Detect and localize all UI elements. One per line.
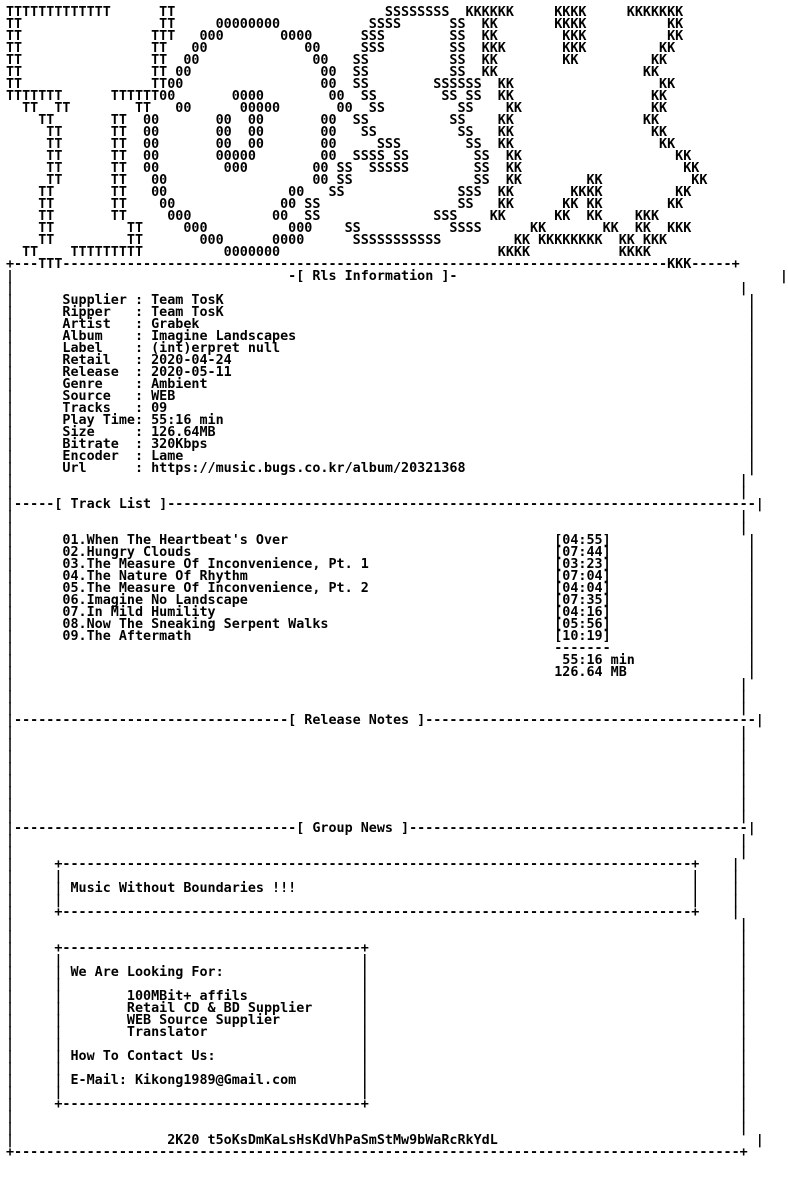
nfo-line: TTTTTTT TTTTTT00 0000 00 SS SS SS KK KK — [6, 89, 668, 104]
nfo-line: | 01.When The Heartbeat's Over [04:55] | — [6, 533, 756, 548]
nfo-line: TT TT 00 00 SS SS KK KK KK — [6, 53, 668, 68]
nfo-line: TT TT 00 00 00 00 SSS SS KK KK — [6, 137, 676, 152]
nfo-line: +---TTT---------------------------------------------------------------------------KKK-----+ — [6, 257, 740, 272]
nfo-line: TT TT00 00 SS SSSSSS KK KK — [6, 77, 676, 92]
nfo-line: | 2K20 t5oKsDmKaLsHsKdVhPaSmStMw9bWaRcRkYdL | — [6, 1133, 764, 1148]
nfo-line: | +------------------------------------------------------------------------------+ | — [6, 905, 740, 920]
nfo-line: | | We Are Looking For: | | — [6, 965, 748, 980]
nfo-line: TT TT 000 000 SS SSSS KK KK KK KKK — [6, 221, 692, 236]
nfo-line: TT TT 00000000 SSSS SS KK KKKK KK — [6, 17, 684, 32]
nfo-line: TT TT 00 00 SS SS KK KK — [6, 65, 660, 80]
nfo-line: | | — [6, 761, 748, 776]
nfo-line: |-----[ Track List ]-------------------------------------------------------------------------| — [6, 497, 764, 512]
nfo-line: | 03.The Measure Of Inconvenience, Pt. 1 [03:23] | — [6, 557, 756, 572]
nfo-line: | Album : Imagine Landscapes | — [6, 329, 756, 344]
nfo-line: | 08.Now The Sneaking Serpent Walks [05:56] | — [6, 617, 756, 632]
nfo-line: | | | | — [6, 1085, 748, 1100]
nfo-line: | | Retail CD & BD Supplier | | — [6, 1001, 748, 1016]
nfo-line: TT TT 00 00 00 00 SS SS KK KK — [6, 125, 668, 140]
nfo-line: TT TT 00 00 SS SSS KK KKKK KK — [6, 185, 692, 200]
nfo-line: | | | | — [6, 977, 748, 992]
nfo-line: | Supplier : Team TosK | — [6, 293, 756, 308]
nfo-line: | +-------------------------------------+ | — [6, 941, 748, 956]
nfo-line: | 06.Imagine No Landscape [07:35] | — [6, 593, 756, 608]
nfo-line: | Encoder : Lame | — [6, 449, 756, 464]
nfo-line: | | | | — [6, 1061, 748, 1076]
nfo-line: TT TT 00 000 00 SS SSSSS SS KK KK — [6, 161, 700, 176]
nfo-line: | | — [6, 677, 748, 692]
nfo-line: TT TT TT 00 00000 00 SS SS KK KK — [6, 101, 668, 116]
nfo-line: | | Music Without Boundaries !!! | | — [6, 881, 740, 896]
nfo-line: TT TT 00 00 SSS SS KKK KKK KK — [6, 41, 676, 56]
nfo-line: | | — [6, 689, 748, 704]
nfo-line: TT TTTTTTTTT 0000000 KKKK KKKK — [6, 245, 651, 260]
nfo-line: | +------------------------------------------------------------------------------+ | — [6, 857, 740, 872]
nfo-line: | | — [6, 509, 748, 524]
nfo-line: | | — [6, 281, 748, 296]
nfo-line: | | — [6, 833, 748, 848]
nfo-line: | Source : WEB | — [6, 389, 756, 404]
nfo-line: TTTTTTTTTTTTT TT SSSSSSSS KKKKKK KKKK KKKKKKK — [6, 5, 684, 20]
nfo-line: | | | | — [6, 869, 740, 884]
nfo-line: | Bitrate : 320Kbps | — [6, 437, 756, 452]
nfo-line: | | — [6, 725, 748, 740]
nfo-line: | 126.64 MB | — [6, 665, 756, 680]
nfo-line: | Url : https://music.bugs.co.kr/album/20321368 | — [6, 461, 756, 476]
nfo-line: | ------- | — [6, 641, 756, 656]
nfo-line: | | — [6, 737, 748, 752]
nfo-line: | | | | — [6, 1037, 748, 1052]
nfo-line: | | | | — [6, 953, 748, 968]
nfo-line: | Ripper : Team TosK | — [6, 305, 756, 320]
nfo-line: | 07.In Mild Humility [04:16] | — [6, 605, 756, 620]
nfo-line: | | — [6, 1121, 748, 1136]
nfo-line: | -[ Rls Information ]- | — [6, 269, 788, 284]
nfo-line: | | — [6, 473, 748, 488]
nfo-line: | 05.The Measure Of Inconvenience, Pt. 2 [04:04] | — [6, 581, 756, 596]
nfo-line: | | — [6, 845, 748, 860]
nfo-line: | | — [6, 797, 748, 812]
nfo-line: TT TT 000 00 SS SSS KK KK KK KKK — [6, 209, 660, 224]
nfo-line: |-----------------------------------[ Group News ]------------------------------------------| — [6, 821, 756, 836]
nfo-line: TT TT 000 0000 SSSSSSSSSSS KK KKKKKKKK KK KKK — [6, 233, 668, 248]
nfo-line: | | — [6, 929, 748, 944]
nfo-line: | 55:16 min | — [6, 653, 756, 668]
nfo-line: | | — [6, 749, 748, 764]
nfo-line: +------------------------------------------------------------------------------------------+ — [6, 1145, 748, 1160]
nfo-line: | | 100MBit+ affils | | — [6, 989, 748, 1004]
nfo-line: | 02.Hungry Clouds [07:44] | — [6, 545, 756, 560]
nfo-line: | | — [6, 785, 748, 800]
nfo-line: | Size : 126.64MB | — [6, 425, 756, 440]
nfo-line: | 04.The Nature Of Rhythm [07:04] | — [6, 569, 756, 584]
nfo-line: | Label : (int)erpret null | — [6, 341, 756, 356]
nfo-line: | | Translator | | — [6, 1025, 748, 1040]
nfo-line: TT TT 00 00000 00 SSSS SS SS KK KK — [6, 149, 692, 164]
nfo-line: | | — [6, 809, 748, 824]
nfo-line: | | — [6, 1109, 748, 1124]
nfo-line: | Release : 2020-05-11 | — [6, 365, 756, 380]
nfo-line: | Artist : Grabek | — [6, 317, 756, 332]
nfo-line: | | — [6, 917, 748, 932]
nfo-line: | Genre : Ambient | — [6, 377, 756, 392]
nfo-line: |----------------------------------[ Release Notes ]-----------------------------------------| — [6, 713, 764, 728]
nfo-line: | +-------------------------------------+ | — [6, 1097, 748, 1112]
nfo-line: | | E-Mail: Kikong1989@Gmail.com | | — [6, 1073, 748, 1088]
nfo-line: | | WEB Source Supplier | | — [6, 1013, 748, 1028]
nfo-line: | Retail : 2020-04-24 | — [6, 353, 756, 368]
nfo-line: | | How To Contact Us: | | — [6, 1049, 748, 1064]
nfo-line: | | — [6, 485, 748, 500]
nfo-line: | | — [6, 701, 748, 716]
nfo-line: | Play Time: 55:16 min | — [6, 413, 756, 428]
nfo-line: TT TTT 000 0000 SSS SS KK KKK KK — [6, 29, 684, 44]
nfo-line: | | — [6, 773, 748, 788]
nfo-line: | | — [6, 521, 748, 536]
nfo-line: | Tracks : 09 | — [6, 401, 756, 416]
nfo-line: TT TT 00 00 SS SS KK KK KK KK — [6, 197, 684, 212]
nfo-line: | 09.The Aftermath [10:19] | — [6, 629, 756, 644]
nfo-line: TT TT 00 00 SS SS KK KK KK — [6, 173, 708, 188]
nfo-line: | | | | — [6, 893, 740, 908]
nfo-line: TT TT 00 00 00 00 SS SS KK KK — [6, 113, 660, 128]
